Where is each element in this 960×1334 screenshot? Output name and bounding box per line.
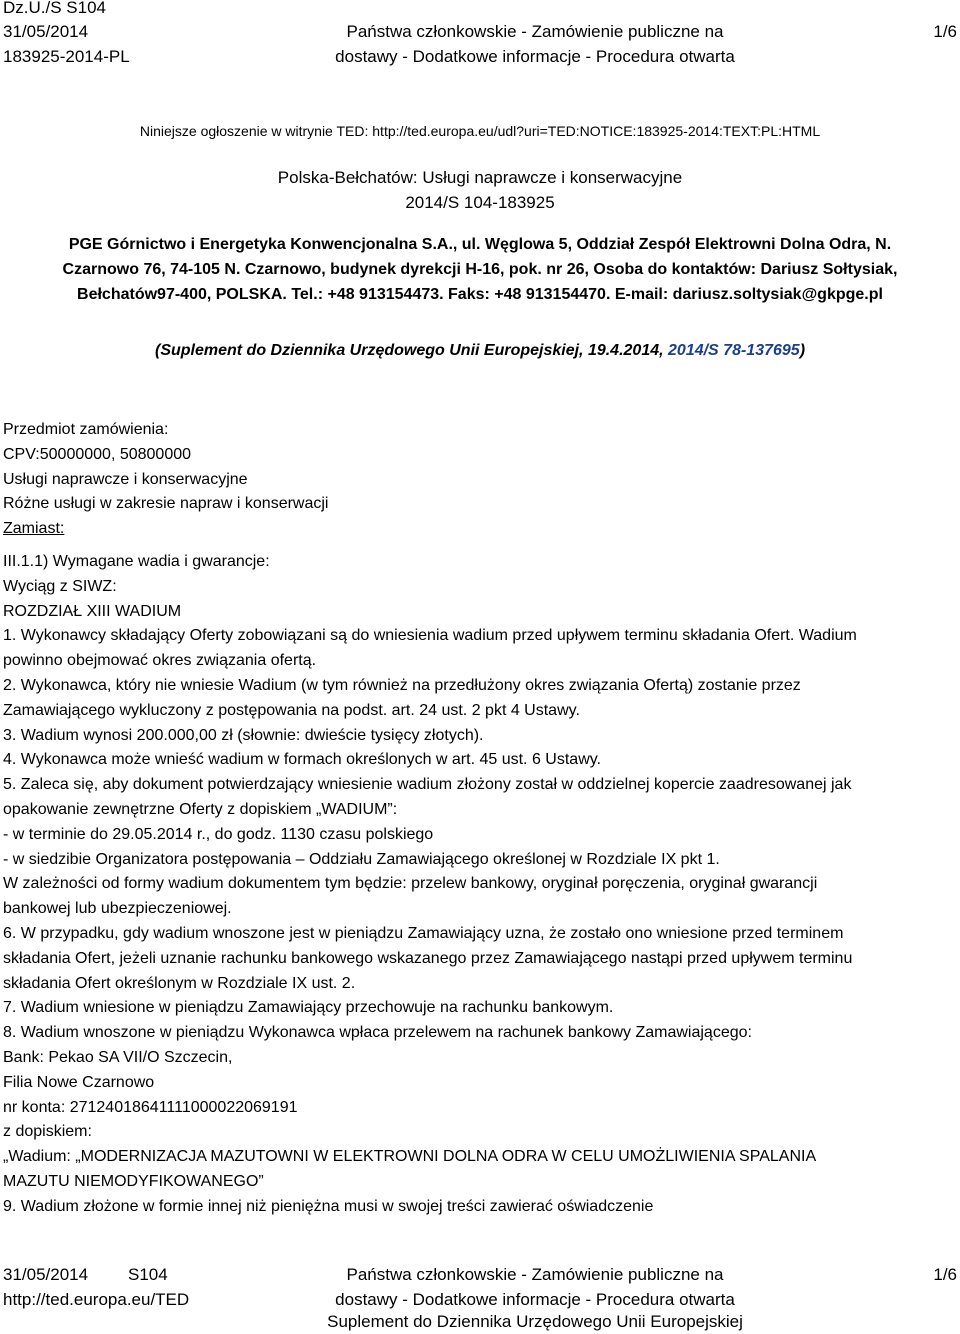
section-line: III.1.1) Wymagane wadia i gwarancje:	[3, 552, 270, 570]
header-series: Dz.U./S S104	[3, 0, 106, 17]
authority-line-1: PGE Górnictwo i Energetyka Konwencjonalna S.A., ul. Węglowa 5, Oddział Zespół Elektrowni Dolna Odra, N.	[68, 236, 892, 253]
section-line: z dopiskiem:	[3, 1123, 92, 1141]
section-line: opakowanie zewnętrzne Oferty z dopiskiem „WADIUM”:	[3, 800, 398, 818]
section-line: Bank: Pekao SA VII/O Szczecin,	[3, 1048, 233, 1066]
section-line: nr konta: 27124018641111000022069191	[3, 1098, 298, 1116]
footer-title-line3: Suplement do Dziennika Urzędowego Unii Europejskiej	[327, 1312, 743, 1331]
footer-series: S104	[128, 1265, 168, 1284]
section-line: - w siedzibie Organizatora postępowania – Oddziału Zamawiającego określonej w Rozdziale IX pkt 1.	[3, 850, 720, 868]
section-line: 1. Wykonawcy składający Oferty zobowiązani są do wniesienia wadium przed upływem terminu składania Ofert. Wadium	[3, 627, 857, 645]
section-line: MAZUTU NIEMODYFIKOWANEGO”	[3, 1172, 264, 1190]
section-line: 8. Wadium wnoszone w pieniądzu Wykonawca wpłaca przelewem na rachunek bankowy Zamawiającego:	[3, 1024, 752, 1042]
authority-line-2: Czarnowo 76, 74-105 N. Czarnowo, budynek dyrekcji H-16, pok. nr 26, Osoba do kontaktów: Dariusz Sołtysiak,	[62, 261, 898, 278]
body-line: Usługi naprawcze i konserwacyjne	[3, 470, 248, 488]
section-line: 5. Zaleca się, aby dokument potwierdzający wniesienie wadium złożony został w oddzielnej kopercie zaadresowanej jak	[3, 776, 852, 794]
document-title: Polska-Bełchatów: Usługi naprawcze i konserwacyjne	[277, 168, 683, 187]
footer-title-line2: dostawy - Dodatkowe informacje - Procedura otwarta	[335, 1290, 735, 1309]
footer-url[interactable]: http://ted.europa.eu/TED	[3, 1290, 190, 1309]
section-line: „Wadium: „MODERNIZACJA MAZUTOWNI W ELEKTROWNI DOLNA ODRA W CELU UMOŻLIWIENIA SPALANIA	[3, 1148, 817, 1166]
footer-title-line1: Państwa członkowskie - Zamówienie publiczne na	[346, 1265, 724, 1284]
header-page-number: 1/6	[933, 22, 957, 41]
body-line: Różne usługi w zakresie napraw i konserwacji	[3, 495, 329, 513]
section-line: Filia Nowe Czarnowo	[3, 1073, 155, 1091]
section-line: ROZDZIAŁ XIII WADIUM	[3, 602, 182, 620]
ted-notice-link[interactable]: Niniejsze ogłoszenie w witrynie TED: http://ted.europa.eu/udl?uri=TED:NOTICE:183925-2014:TEXT:PL:HTML	[139, 123, 821, 139]
authority-line-3: Bełchatów97-400, POLSKA. Tel.: +48 913154473. Faks: +48 913154470. E-mail: dariusz.soltysiak@gkpge.pl	[77, 286, 883, 303]
section-line: W zależności od formy wadium dokumentem tym będzie: przelew bankowy, oryginał poręczenia, oryginał gwarancji	[3, 875, 818, 893]
notice-body	[3, 418, 955, 1220]
section-line: 6. W przypadku, gdy wadium wnoszone jest w pieniądzu Zamawiający uzna, że zostało ono wniesione przed terminem	[3, 924, 844, 942]
section-line: 4. Wykonawca może wnieść wadium w formach określonych w art. 45 ust. 6 Ustawy.	[3, 751, 601, 769]
section-line: powinno obejmować okres związania ofertą.	[3, 652, 317, 670]
zamiast-label: Zamiast:	[3, 520, 65, 538]
section-line: - w terminie do 29.05.2014 r., do godz. 1130 czasu polskiego	[3, 825, 434, 843]
supplement-reference-suffix: )	[799, 342, 806, 359]
section-line: 7. Wadium wniesione w pieniądzu Zamawiający przechowuje na rachunku bankowym.	[3, 999, 614, 1017]
supplement-reference-link[interactable]: 2014/S 78-137695	[668, 342, 800, 359]
section-line: bankowej lub ubezpieczeniowej.	[3, 900, 232, 918]
section-line: 2. Wykonawca, który nie wniesie Wadium (w tym również na przedłużony okres związania Ofertą) zostanie przez	[3, 676, 801, 694]
footer-page-number: 1/6	[933, 1265, 957, 1284]
section-line: 9. Wadium złożone w formie innej niż pieniężna musi w swojej treści zawierać oświadczenie	[3, 1197, 654, 1215]
header-date: 31/05/2014	[3, 22, 89, 41]
body-line: CPV:50000000, 50800000	[3, 445, 192, 463]
document-number: 2014/S 104-183925	[405, 193, 555, 212]
header-title-line1: Państwa członkowskie - Zamówienie publiczne na	[346, 22, 724, 41]
footer-date: 31/05/2014	[3, 1265, 89, 1284]
section-line: składania Ofert, jeżeli uznanie rachunku bankowego wskazanego przez Zamawiającego nastąpi przed upływem terminu	[3, 949, 853, 967]
section-line: składania Ofert określonym w Rozdziale IX ust. 2.	[3, 974, 356, 992]
section-line: Zamawiającego wykluczony z postępowania na podst. art. 24 ust. 2 pkt 4 Ustawy.	[3, 701, 580, 719]
header-title-line2: dostawy - Dodatkowe informacje - Procedura otwarta	[335, 47, 735, 66]
body-line: Przedmiot zamówienia:	[3, 421, 169, 438]
supplement-reference	[0, 342, 960, 360]
supplement-reference-prefix: (Suplement do Dziennika Urzędowego Unii Europejskiej, 19.4.2014,	[154, 342, 669, 359]
section-line: Wyciąg z SIWZ:	[3, 577, 117, 595]
section-line: 3. Wadium wynosi 200.000,00 zł (słownie: dwieście tysięcy złotych).	[3, 726, 484, 744]
header-doc-id: 183925-2014-PL	[3, 47, 130, 66]
